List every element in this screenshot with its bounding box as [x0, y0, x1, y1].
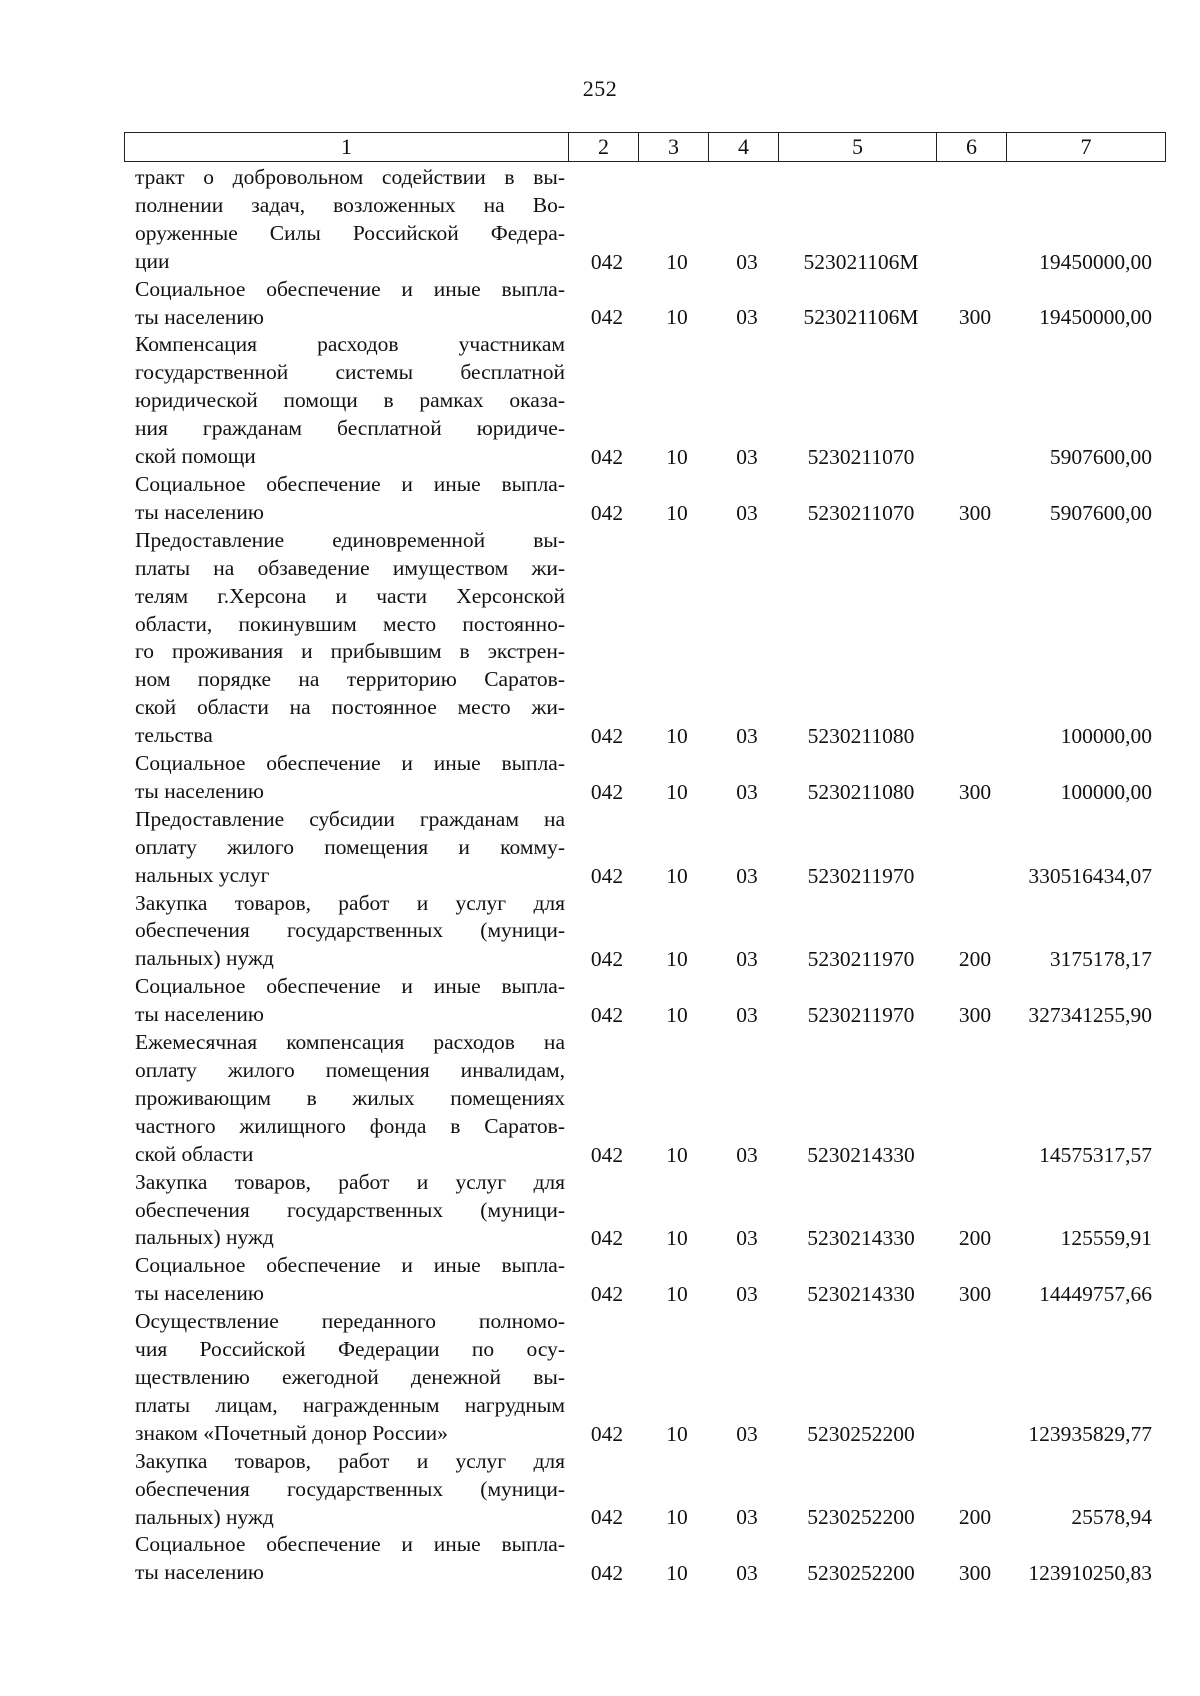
expense-type-code-cell: 300 [958, 779, 992, 804]
table-row [0, 471, 1200, 527]
subsection-code-cell: 03 [736, 1003, 758, 1028]
description-line: Закупка товаров, работ и услуг для [135, 1448, 565, 1473]
expense-type-code-cell: 200 [958, 1226, 992, 1251]
amount-cell: 100000,00 [1060, 779, 1152, 804]
header-col-5: 5 [779, 133, 937, 161]
expense-type-code-cell: 300 [958, 1003, 992, 1028]
admin-code-cell: 042 [590, 305, 624, 330]
amount-cell: 330516434,07 [1028, 863, 1152, 888]
subsection-code-cell: 03 [736, 947, 758, 972]
admin-code-cell: 042 [590, 249, 624, 274]
table-row [0, 1029, 1200, 1169]
amount-cell: 14575317,57 [1039, 1142, 1152, 1167]
description-line: пальных) нужд [135, 946, 274, 971]
description-line: Закупка товаров, работ и услуг для [135, 890, 565, 915]
description-line: полнении задач, возложенных на Во- [135, 192, 565, 217]
description-line: юридической помощи в рамках оказа- [135, 388, 565, 413]
amount-cell: 100000,00 [1060, 724, 1152, 749]
row-values [0, 1420, 1200, 1448]
target-article-code-cell: 5230214330 [807, 1282, 915, 1307]
admin-code-cell: 042 [590, 500, 624, 525]
row-values [0, 1001, 1200, 1029]
admin-code-cell: 042 [590, 444, 624, 469]
subsection-code-cell: 03 [736, 249, 758, 274]
table-row [0, 890, 1200, 974]
description-line: обеспечения государственных (муници- [135, 1476, 565, 1501]
description-line: тракт о добровольном содействии в вы- [135, 165, 565, 189]
row-values [0, 945, 1200, 973]
description-line: ты населению [135, 1281, 264, 1306]
section-code-cell: 10 [666, 947, 688, 972]
table-row [0, 1252, 1200, 1308]
section-code-cell: 10 [666, 249, 688, 274]
row-values [0, 1280, 1200, 1308]
subsection-code-cell: 03 [736, 724, 758, 749]
amount-cell: 123910250,83 [1028, 1561, 1152, 1586]
description-line: нальных услуг [135, 862, 270, 887]
amount-cell: 327341255,90 [1028, 1003, 1152, 1028]
target-article-code-cell: 523021106М [803, 305, 919, 330]
target-article-code-cell: 5230214330 [807, 1142, 915, 1167]
row-values [0, 1224, 1200, 1252]
table-row [0, 276, 1200, 332]
section-code-cell: 10 [666, 1003, 688, 1028]
subsection-code-cell: 03 [736, 863, 758, 888]
table-row [0, 1169, 1200, 1253]
description-line: ской области на постоянное место жи- [135, 695, 565, 720]
description-line: пальных) нужд [135, 1504, 274, 1529]
expense-type-code-cell: 300 [958, 500, 992, 525]
description-line: ном порядке на территорию Саратов- [135, 667, 565, 692]
expense-type-code-cell: 300 [958, 1282, 992, 1307]
description-line: ской области [135, 1141, 254, 1166]
section-code-cell: 10 [666, 1505, 688, 1530]
subsection-code-cell: 03 [736, 500, 758, 525]
subsection-code-cell: 03 [736, 1561, 758, 1586]
description-line: пальных) нужд [135, 1225, 274, 1250]
description-line: оплату жилого помещения и комму- [135, 834, 565, 859]
admin-code-cell: 042 [590, 1282, 624, 1307]
admin-code-cell: 042 [590, 1003, 624, 1028]
description-line: Осуществление переданного полномо- [135, 1309, 565, 1334]
description-line: ты населению [135, 499, 264, 524]
description-line: платы лицам, награжденным нагрудным [135, 1392, 565, 1417]
section-code-cell: 10 [666, 779, 688, 804]
description-line: Ежемесячная компенсация расходов на [135, 1030, 565, 1055]
admin-code-cell: 042 [590, 1421, 624, 1446]
target-article-code-cell: 5230214330 [807, 1226, 915, 1251]
expense-type-code-cell: 200 [958, 1505, 992, 1530]
description-line: обеспечения государственных (муници- [135, 1197, 565, 1222]
description-line: государственной системы бесплатной [135, 360, 565, 385]
header-col-6: 6 [937, 133, 1007, 161]
subsection-code-cell: 03 [736, 444, 758, 469]
row-values [0, 778, 1200, 806]
target-article-code-cell: 5230211970 [807, 863, 915, 888]
table-row [0, 1531, 1200, 1587]
table-row [0, 527, 1200, 750]
amount-cell: 3175178,17 [1049, 947, 1152, 972]
table-row [0, 750, 1200, 806]
table-row [0, 331, 1200, 471]
target-article-code-cell: 5230211970 [807, 1003, 915, 1028]
table-row [0, 1308, 1200, 1448]
subsection-code-cell: 03 [736, 305, 758, 330]
description-line: ты населению [135, 778, 264, 803]
section-code-cell: 10 [666, 724, 688, 749]
description-line: ты населению [135, 304, 264, 329]
target-article-code-cell: 523021106М [803, 249, 919, 274]
subsection-code-cell: 03 [736, 1505, 758, 1530]
description-line: Социальное обеспечение и иные выпла- [135, 471, 565, 496]
description-line: Предоставление единовременной вы- [135, 527, 565, 552]
target-article-code-cell: 5230211080 [807, 779, 915, 804]
table-row [0, 164, 1200, 276]
admin-code-cell: 042 [590, 1142, 624, 1167]
subsection-code-cell: 03 [736, 1421, 758, 1446]
target-article-code-cell: 5230252200 [807, 1561, 915, 1586]
description-line: телям г.Херсона и части Херсонской [135, 583, 565, 608]
description-line: Социальное обеспечение и иные выпла- [135, 1253, 565, 1278]
header-col-3: 3 [639, 133, 709, 161]
section-code-cell: 10 [666, 1421, 688, 1446]
header-col-7: 7 [1080, 134, 1092, 159]
target-article-code-cell: 5230211080 [807, 724, 915, 749]
description-line: области, покинувшим место постоянно- [135, 611, 565, 636]
row-description [135, 527, 565, 750]
description-line: ции [135, 248, 170, 273]
amount-cell: 5907600,00 [1049, 444, 1152, 469]
description-line: Предоставление субсидии гражданам на [135, 806, 565, 831]
description-line: Социальное обеспечение и иные выпла- [135, 1532, 565, 1557]
description-line: Социальное обеспечение и иные выпла- [135, 974, 565, 999]
description-line: ществлению ежегодной денежной вы- [135, 1364, 565, 1389]
admin-code-cell: 042 [590, 947, 624, 972]
amount-cell: 14449757,66 [1039, 1282, 1152, 1307]
admin-code-cell: 042 [590, 779, 624, 804]
description-line: знаком «Почетный донор России» [135, 1420, 448, 1445]
description-line: ния гражданам бесплатной юридиче- [135, 416, 565, 441]
table-row [0, 1448, 1200, 1532]
subsection-code-cell: 03 [736, 1282, 758, 1307]
row-values [0, 443, 1200, 471]
target-article-code-cell: 5230252200 [807, 1505, 915, 1530]
target-article-code-cell: 5230211070 [807, 500, 915, 525]
expense-type-code-cell: 300 [958, 305, 992, 330]
description-line: частного жилищного фонда в Саратов- [135, 1113, 565, 1138]
row-values [0, 248, 1200, 276]
table-row [0, 806, 1200, 890]
description-line: ты населению [135, 1002, 264, 1027]
description-line: Социальное обеспечение и иные выпла- [135, 751, 565, 776]
description-line: оруженные Силы Российской Федера- [135, 220, 565, 245]
target-article-code-cell: 5230252200 [807, 1421, 915, 1446]
header-col-1: 1 [125, 133, 569, 161]
table-header [124, 132, 1166, 162]
section-code-cell: 10 [666, 1561, 688, 1586]
admin-code-cell: 042 [590, 1505, 624, 1530]
amount-cell: 5907600,00 [1049, 500, 1152, 525]
section-code-cell: 10 [666, 444, 688, 469]
description-line: ской помощи [135, 444, 256, 469]
description-line: Компенсация расходов участникам [135, 332, 565, 357]
expense-type-code-cell: 300 [958, 1561, 992, 1586]
amount-cell: 125559,91 [1060, 1226, 1152, 1251]
section-code-cell: 10 [666, 1282, 688, 1307]
amount-cell: 19450000,00 [1039, 249, 1152, 274]
description-line: Социальное обеспечение и иные выпла- [135, 276, 565, 301]
page-number: 252 [582, 76, 618, 101]
table-row [0, 973, 1200, 1029]
row-values [0, 1503, 1200, 1531]
description-line: обеспечения государственных (муници- [135, 918, 565, 943]
description-line: проживающим в жилых помещениях [135, 1085, 565, 1110]
subsection-code-cell: 03 [736, 1226, 758, 1251]
description-line: го проживания и прибывшим в экстрен- [135, 639, 565, 664]
section-code-cell: 10 [666, 863, 688, 888]
row-values [0, 303, 1200, 331]
section-code-cell: 10 [666, 305, 688, 330]
section-code-cell: 10 [666, 1226, 688, 1251]
header-col-2: 2 [569, 133, 639, 161]
description-line: Закупка товаров, работ и услуг для [135, 1169, 565, 1194]
target-article-code-cell: 5230211070 [807, 444, 915, 469]
admin-code-cell: 042 [590, 863, 624, 888]
expense-type-code-cell: 200 [958, 947, 992, 972]
description-line: оплату жилого помещения инвалидам, [135, 1058, 565, 1082]
row-values [0, 862, 1200, 890]
row-values [0, 1559, 1200, 1587]
section-code-cell: 10 [666, 500, 688, 525]
description-line: ты населению [135, 1560, 264, 1585]
row-values [0, 1141, 1200, 1169]
amount-cell: 25578,94 [1071, 1505, 1152, 1530]
admin-code-cell: 042 [590, 1561, 624, 1586]
row-values [0, 499, 1200, 527]
description-line: чия Российской Федерации по осу- [135, 1337, 565, 1362]
table-body [0, 164, 1200, 1587]
description-line: тельства [135, 723, 213, 748]
admin-code-cell: 042 [590, 1226, 624, 1251]
row-values [0, 722, 1200, 750]
subsection-code-cell: 03 [736, 1142, 758, 1167]
description-line: платы на обзаведение имуществом жи- [135, 555, 565, 580]
admin-code-cell: 042 [590, 724, 624, 749]
header-col-4: 4 [709, 133, 779, 161]
target-article-code-cell: 5230211970 [807, 947, 915, 972]
amount-cell: 19450000,00 [1039, 305, 1152, 330]
amount-cell: 123935829,77 [1028, 1421, 1152, 1446]
subsection-code-cell: 03 [736, 779, 758, 804]
section-code-cell: 10 [666, 1142, 688, 1167]
